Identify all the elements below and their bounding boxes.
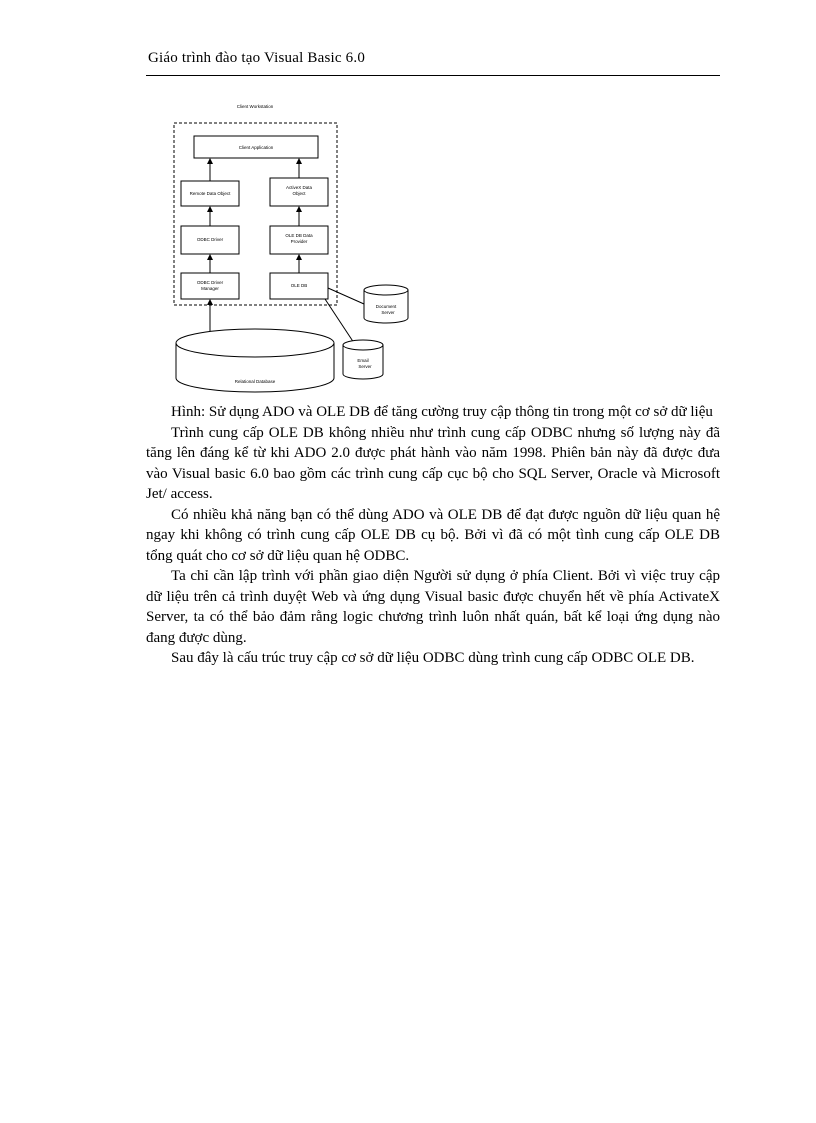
ole-db-data-provider-label-2: Provider [290, 239, 308, 244]
connector-oledb-document-server [328, 288, 364, 304]
body-text [146, 402, 720, 669]
odbc-driver-manager-label-1: ODBC Driver [196, 280, 224, 285]
document-server-label-1: Document [375, 304, 397, 309]
paragraph: Trình cung cấp OLE DB không nhiều như trình cung cấp ODBC nhưng số lượng này đã tăng lên đáng kể từ khi ADO 2.0 được phát hành vào năm 1998. Phiên bản này đã được đưa vào Visual basic 6.0 bao gồm các trình cung cấp cục bộ cho SQL Server, Oracle và Microsoft Jet/ access. [146, 424, 720, 502]
odbc-driver-manager-box [181, 273, 239, 299]
relational-database-cylinder [176, 329, 334, 392]
odbc-driver-label: ODBC Driver [196, 237, 224, 242]
workstation-label: Client Workstation [236, 104, 274, 109]
odbc-driver-manager-label-2: Manager [201, 286, 219, 291]
figure-caption: Hình: Sử dụng ADO và OLE DB để tăng cường truy cập thông tin trong một cơ sở dữ liệu [171, 404, 713, 420]
odbc-driver-box [181, 226, 239, 254]
activex-data-object-label-1: ActiveX Data [285, 185, 313, 190]
ole-db-box [270, 273, 328, 299]
activex-data-object-box [270, 178, 328, 206]
paragraph: Có nhiều khả năng bạn có thể dùng ADO và OLE DB để đạt được nguồn dữ liệu quan hệ ngay khi không có trình cung cấp OLE DB cụ bộ. Bởi vì đã có một tình cung cấp OLE DB tổng quát cho cơ sở dữ liệu quan hệ ODBC. [146, 506, 720, 564]
document-server-label-2: Server [381, 310, 395, 315]
architecture-diagram [160, 98, 420, 398]
paragraph: Sau đây là cấu trúc truy cập cơ sở dữ liệu ODBC dùng trình cung cấp ODBC OLE DB. [171, 650, 695, 666]
email-server-cylinder [343, 340, 383, 379]
ole-db-data-provider-box [270, 226, 328, 254]
paragraph: Ta chỉ cần lập trình với phần giao diện Người sử dụng ở phía Client. Bởi vì việc truy cập dữ liệu trên cả trình duyệt Web và ứng dụng Visual basic được chuyển hết về phía ActivateX Server, ta có thể bảo đảm rằng logic chương trình luôn nhất quán, bất kể loại ứng dụng nào đang được dùng. [146, 568, 720, 646]
client-application-label: Client Application [238, 145, 274, 150]
relational-database-label: Relational Database [234, 379, 276, 384]
activex-data-object-label-2: Object [292, 191, 306, 196]
ole-db-data-provider-label-1: OLE DB Data [285, 233, 313, 238]
email-server-label-2: Server [358, 364, 372, 369]
page-header-title: Giáo trình đào tạo Visual Basic 6.0 [148, 50, 366, 66]
document-server-cylinder [364, 285, 408, 323]
header-divider [146, 75, 720, 76]
ole-db-label: OLE DB [290, 283, 308, 288]
client-application-box [194, 136, 318, 158]
remote-data-object-label: Remote Data Object [189, 191, 231, 196]
remote-data-object-box [181, 181, 239, 206]
email-server-label-1: Email [357, 358, 369, 363]
